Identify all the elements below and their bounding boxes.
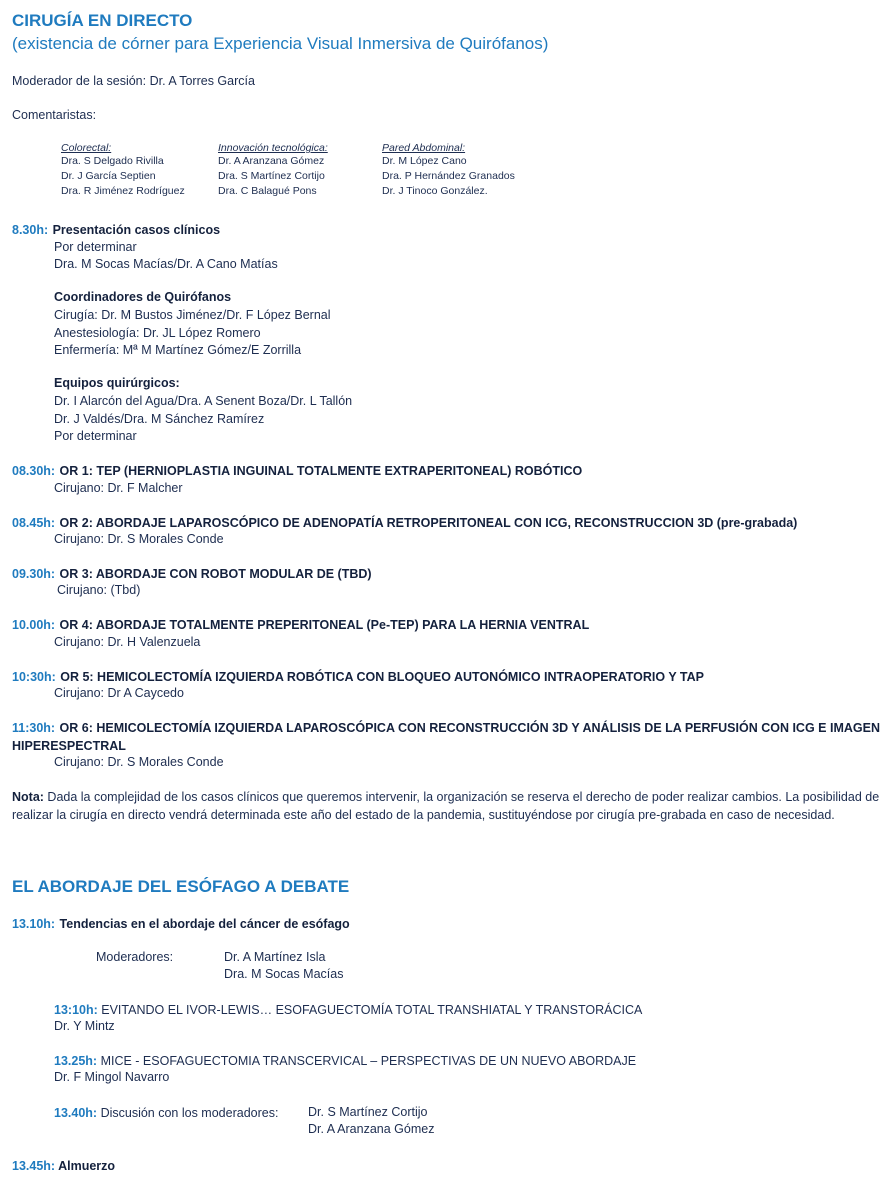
talk-speaker: Dr. F Mingol Navarro: [54, 1070, 170, 1084]
discussion-name: Dr. A Aranzana Gómez: [308, 1122, 435, 1136]
section-title: EL ABORDAJE DEL ESÓFAGO A DEBATE: [12, 877, 350, 896]
session-surgeon: Cirujano: Dr. H Valenzuela: [54, 635, 201, 649]
agenda-item: [12, 221, 220, 239]
discussion-time: 13.40h:: [54, 1106, 98, 1120]
item-title: Presentación casos clínicos: [52, 223, 221, 237]
or-session: [12, 668, 704, 686]
section-subtitle: (existencia de córner para Experiencia Visual Inmersiva de Quirófanos): [12, 34, 549, 53]
item-line: Por determinar: [54, 240, 137, 254]
session-time: 11:30h:: [12, 721, 56, 735]
commentator-name: Dra. S Delgado Rivilla: [61, 155, 164, 167]
column-heading: Innovación tecnológica:: [218, 142, 328, 154]
column-heading: Colorectal:: [61, 142, 112, 154]
talk-time: 13.25h:: [54, 1054, 98, 1068]
lunch: [12, 1157, 115, 1175]
teams-title: Equipos quirúrgicos:: [54, 376, 180, 390]
talk: [54, 1001, 642, 1019]
commentator-column: [61, 142, 185, 199]
coordinator-line: Anestesiología: Dr. JL López Romero: [54, 326, 261, 340]
lunch-time: 13.45h:: [12, 1159, 56, 1173]
session-surgeon: Cirujano: Dr. S Morales Conde: [54, 755, 224, 769]
moderator-name: Dr. A Martínez Isla: [224, 950, 326, 964]
session-time: 09.30h:: [12, 567, 56, 581]
coordinators-title: Coordinadores de Quirófanos: [54, 290, 232, 304]
commentator-name: Dra. R Jiménez Rodríguez: [61, 185, 185, 197]
talk-time: 13:10h:: [54, 1003, 98, 1017]
section-title: CIRUGÍA EN DIRECTO: [12, 11, 193, 30]
note-label: Nota:: [12, 790, 44, 804]
commentator-name: Dra. P Hernández Granados: [382, 170, 515, 182]
commentator-name: Dr. M López Cano: [382, 155, 467, 167]
talk-speaker: Dr. Y Mintz: [54, 1019, 115, 1033]
or-session: [12, 719, 892, 755]
commentator-name: Dra. C Balagué Pons: [218, 185, 317, 197]
commentator-name: Dr. A Aranzana Gómez: [218, 155, 325, 167]
session-time: 08.45h:: [12, 516, 56, 530]
item-title: Tendencias en el abordaje del cáncer de esófago: [59, 917, 350, 931]
moderator-name: Dra. M Socas Macías: [224, 967, 344, 981]
team-line: Por determinar: [54, 429, 137, 443]
item-line: Dra. M Socas Macías/Dr. A Cano Matías: [54, 257, 278, 271]
talk-title: MICE - ESOFAGUECTOMIA TRANSCERVICAL – PERSPECTIVAS DE UN NUEVO ABORDAJE: [97, 1054, 637, 1068]
discussion-label: Discusión con los moderadores:: [97, 1106, 279, 1120]
team-line: Dr. I Alarcón del Agua/Dra. A Senent Boza/Dr. L Tallón: [54, 394, 353, 408]
session-title: OR 1: TEP (HERNIOPLASTIA INGUINAL TOTALMENTE EXTRAPERITONEAL) ROBÓTICO: [59, 464, 583, 478]
session-time: 10:30h:: [12, 670, 56, 684]
note-text: Dada la complejidad de los casos clínicos que queremos intervenir, la organización se reserva el derecho de poder realizar cambios. La posibilidad de realizar la cirugía en directo vendrá determinada este año del estado de la pandemia, sustituyéndose por cirugía pre-grabada en caso de necesidad.: [12, 790, 880, 822]
session-title: OR 3: ABORDAJE CON ROBOT MODULAR DE (TBD): [59, 567, 372, 581]
lunch-label: Almuerzo: [55, 1159, 116, 1173]
session-title: OR 6: HEMICOLECTOMÍA IZQUIERDA LAPAROSCÓPICA CON RECONSTRUCCIÓN 3D Y ANÁLISIS DE LA PERFUSIÓN CON ICG E IMAGEN HIPERESPECTRAL: [12, 721, 880, 753]
item-time: 13.10h:: [12, 917, 56, 931]
item-time: 8.30h:: [12, 223, 49, 237]
or-session: [12, 616, 589, 634]
or-session: [12, 462, 582, 480]
agenda-item: [12, 915, 350, 933]
or-session: [12, 565, 372, 583]
talk: [54, 1052, 636, 1070]
note-paragraph: [12, 789, 887, 824]
session-surgeon: Cirujano: Dr A Caycedo: [54, 686, 184, 700]
session-title: OR 2: ABORDAJE LAPAROSCÓPICO DE ADENOPATÍA RETROPERITONEAL CON ICG, RECONSTRUCCION 3D (pre-grabada): [59, 516, 798, 530]
session-title: OR 4: ABORDAJE TOTALMENTE PREPERITONEAL (Pe-TEP) PARA LA HERNIA VENTRAL: [59, 618, 590, 632]
column-heading: Pared Abdominal:: [382, 142, 466, 154]
talk-title: EVITANDO EL IVOR-LEWIS… ESOFAGUECTOMÍA TOTAL TRANSHIATAL Y TRANSTORÁCICA: [97, 1003, 643, 1017]
session-surgeon: Cirujano: (Tbd): [57, 583, 141, 597]
discussion-name: Dr. S Martínez Cortijo: [308, 1105, 428, 1119]
session-time: 08.30h:: [12, 464, 56, 478]
commentator-column: [218, 142, 328, 199]
commentator-name: Dr. J García Septien: [61, 170, 156, 182]
session-moderator: Moderador de la sesión: Dr. A Torres García: [12, 74, 255, 88]
discussion: [54, 1104, 278, 1122]
moderators-label: Moderadores:: [96, 950, 174, 964]
or-session: [12, 514, 797, 532]
session-time: 10.00h:: [12, 618, 56, 632]
commentator-name: Dra. S Martínez Cortijo: [218, 170, 325, 182]
commentator-name: Dr. J Tinoco González.: [382, 185, 488, 197]
session-title: OR 5: HEMICOLECTOMÍA IZQUIERDA ROBÓTICA CON BLOQUEO AUTONÓMICO INTRAOPERATORIO Y TAP: [60, 670, 705, 684]
team-line: Dr. J Valdés/Dra. M Sánchez Ramírez: [54, 412, 265, 426]
session-surgeon: Cirujano: Dr. F Malcher: [54, 481, 183, 495]
session-surgeon: Cirujano: Dr. S Morales Conde: [54, 532, 224, 546]
commentators-label: Comentaristas:: [12, 108, 97, 122]
coordinator-line: Cirugía: Dr. M Bustos Jiménez/Dr. F López Bernal: [54, 308, 331, 322]
coordinator-line: Enfermería: Mª M Martínez Gómez/E Zorrilla: [54, 343, 302, 357]
commentator-column: [382, 142, 515, 199]
